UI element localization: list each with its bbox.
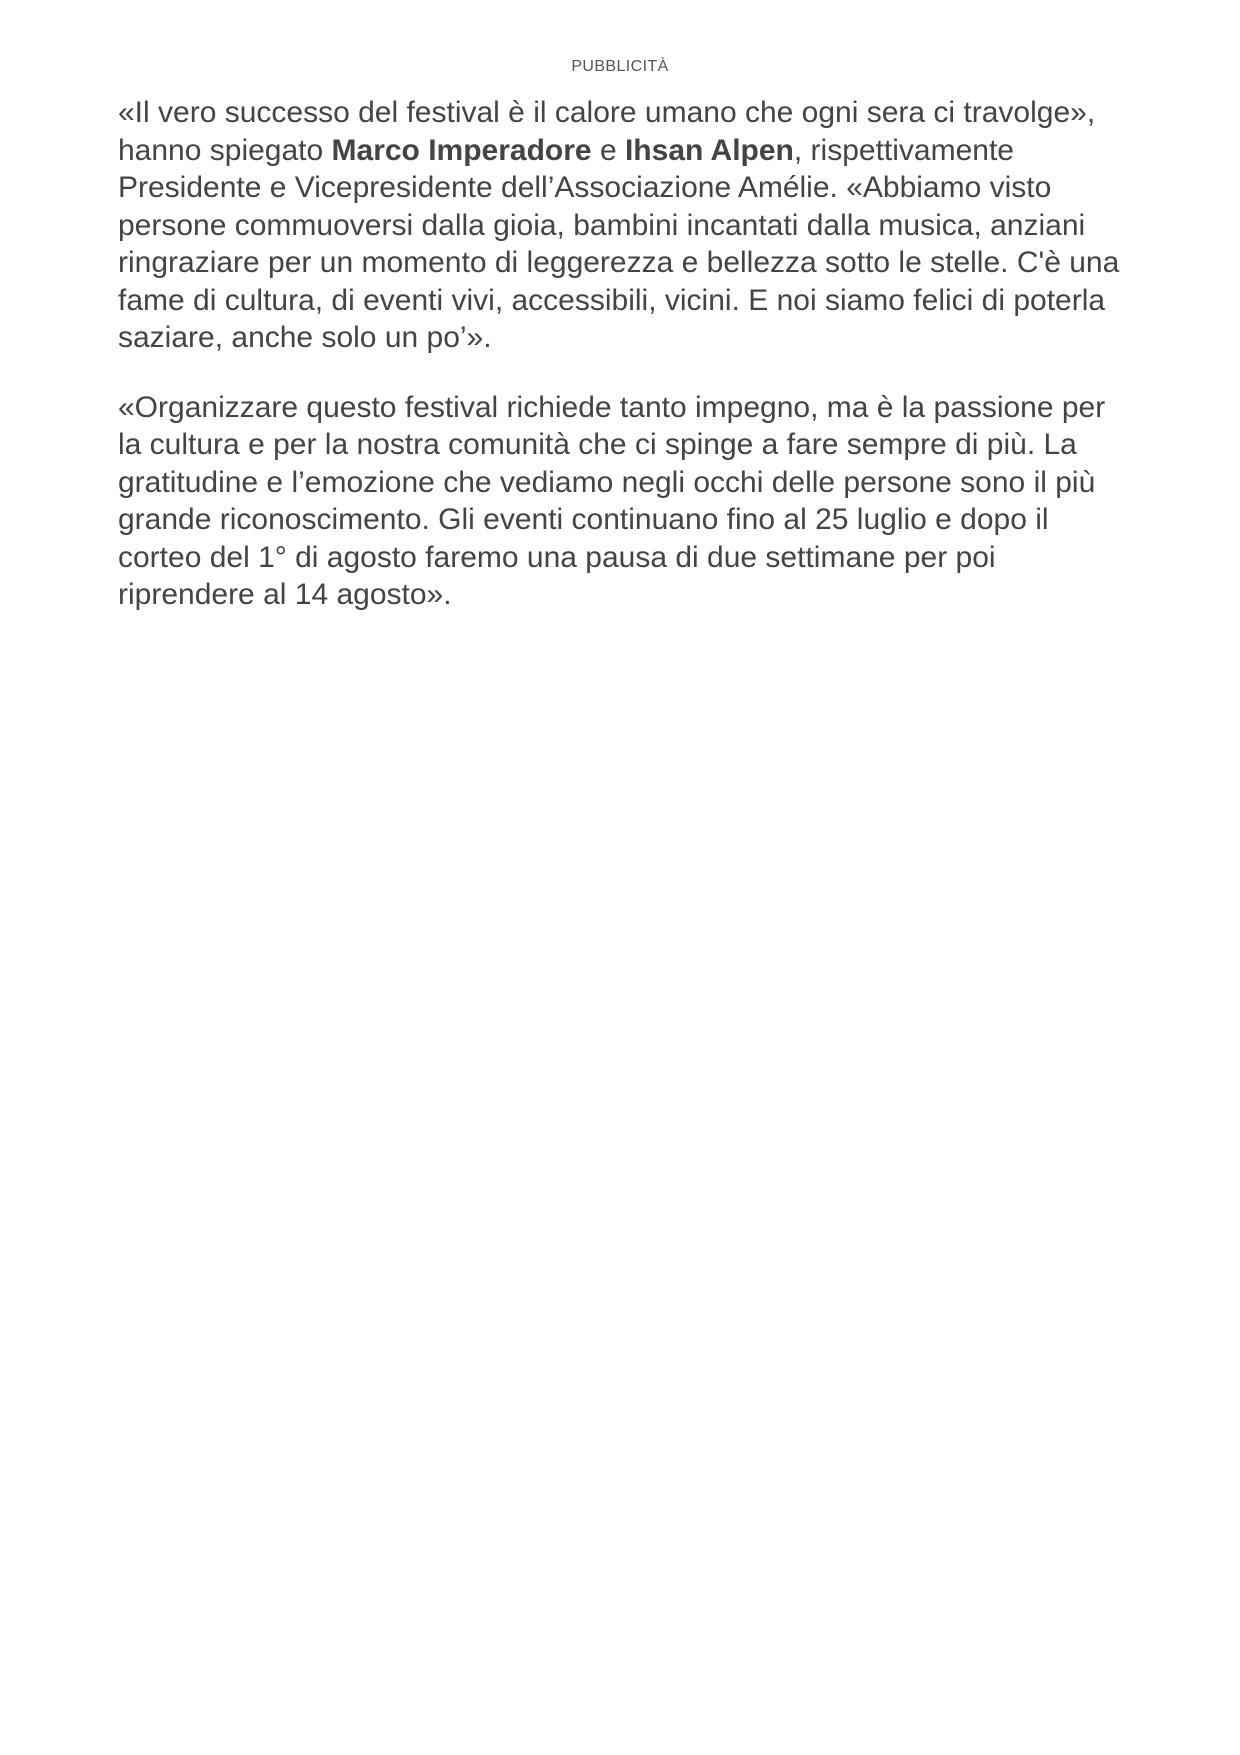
article-paragraph-2: «Organizzare questo festival richiede tanto impegno, ma è la passione per la cultura e per la nostra comunità che ci spinge a fare sempre di più. La gratitudine e l’emozione che vediamo negli occhi delle persone sono il più grande riconoscimento. Gli eventi continuano fino al 25 luglio e dopo il corteo del 1° di agosto faremo una pausa di due settimane per poi riprendere al 14 agosto». (118, 390, 1106, 611)
person-name-marco-imperadore: Marco Imperadore (331, 133, 592, 167)
article-paragraph-1 (118, 94, 1128, 357)
paragraph-1-text-c: , rispettivamente Presidente e Vicepresidente dell’Associazione Amélie. «Abbiamo visto persone commuoversi dalla gioia, bambini incantati dalla musica, anziani ringraziare per un momento di leggerezza e bellezza sotto le stelle. C'è una fame di cultura, di eventi vivi, accessibili, vicini. E noi siamo felici di poterla saziare, anche solo un po’». (118, 133, 1120, 354)
advertisement-label: PUBBLICITÀ (571, 58, 669, 75)
paragraph-1-text-b: e (591, 133, 625, 167)
person-name-ihsan-alpen: Ihsan Alpen (624, 133, 794, 167)
paragraph-1-text-a: «Il vero successo del festival è il calore umano che ogni sera ci travolge», hanno spiegato (118, 96, 1096, 167)
article-body (118, 94, 1128, 646)
